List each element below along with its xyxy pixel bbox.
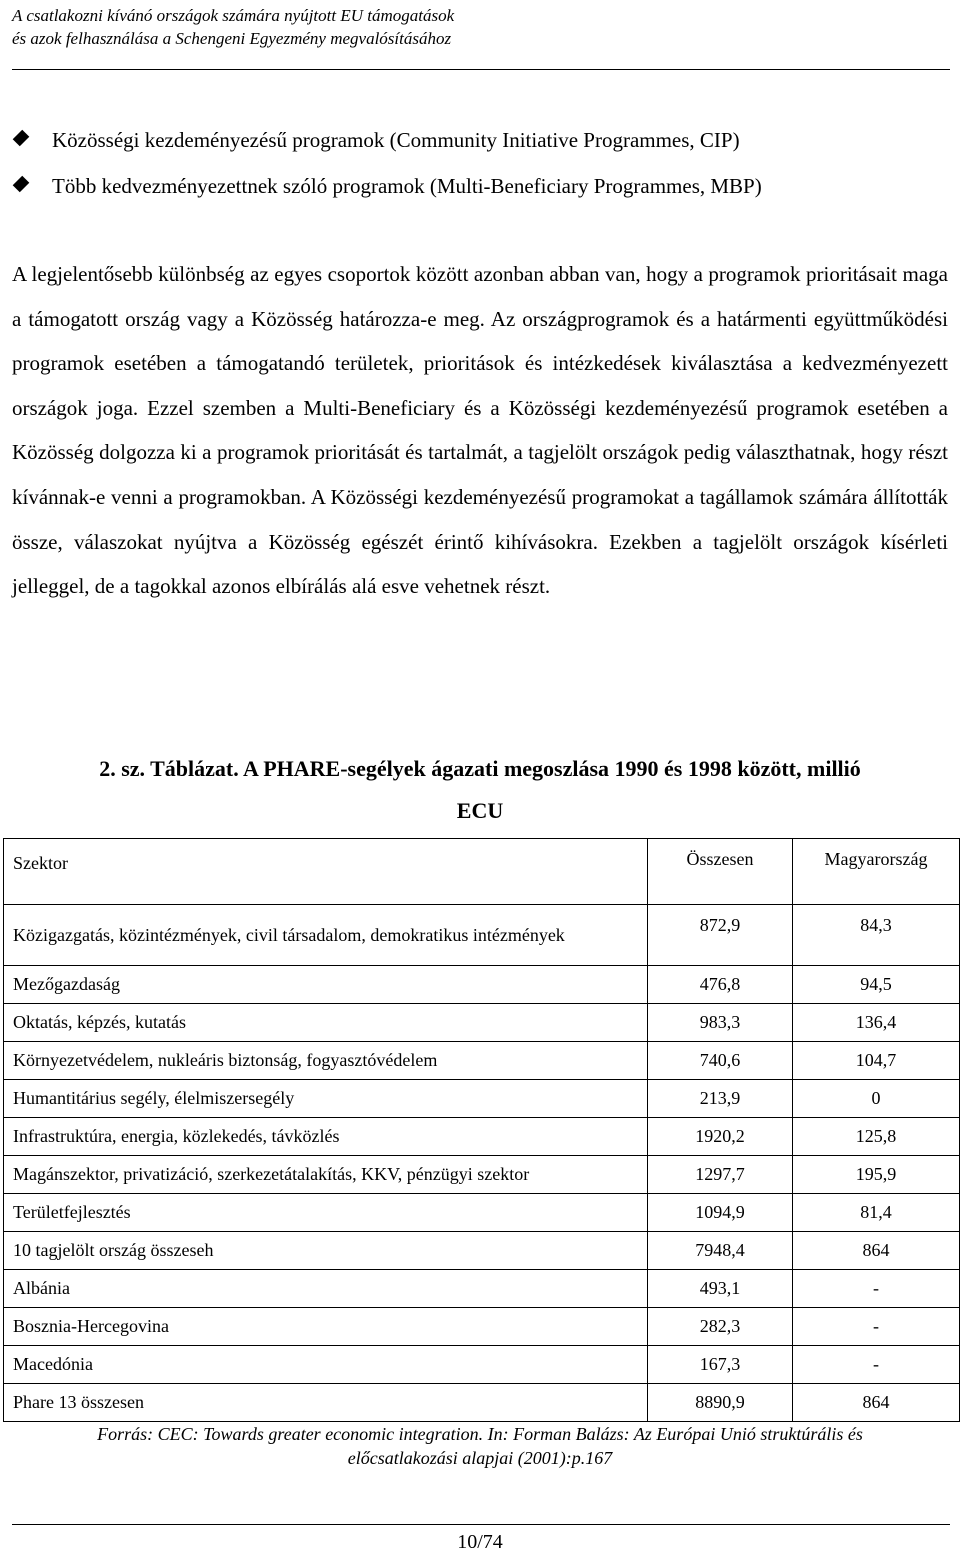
- running-header-line-1: A csatlakozni kívánó országok számára nyújtott EU támogatások: [12, 6, 455, 25]
- cell-sector: Közigazgatás, közintézmények, civil társadalom, demokratikus intézmények: [4, 905, 648, 966]
- cell-sector: 10 tagjelölt ország összeseh: [4, 1232, 648, 1270]
- cell-total: 740,6: [648, 1042, 793, 1080]
- source-line-1: Forrás: CEC: Towards greater economic integration. In: Forman Balázs: Az Európai Unió struktúrális és: [97, 1424, 863, 1444]
- table-row: [4, 1194, 960, 1232]
- table-row: [4, 1384, 960, 1422]
- cell-hungary: 195,9: [793, 1156, 960, 1194]
- cell-hungary: 136,4: [793, 1004, 960, 1042]
- header-total: Összesen: [648, 839, 793, 905]
- page-number: 10/74: [457, 1531, 503, 1553]
- cell-total: 7948,4: [648, 1232, 793, 1270]
- source-line-2: előcsatlakozási alapjai (2001):p.167: [347, 1448, 613, 1468]
- table-row: [4, 1004, 960, 1042]
- cell-total: 282,3: [648, 1308, 793, 1346]
- table-row: [4, 1232, 960, 1270]
- cell-total: 213,9: [648, 1080, 793, 1118]
- header-sector: Szektor: [4, 839, 648, 905]
- table-caption-line-1: [12, 748, 948, 790]
- cell-sector: Phare 13 összesen: [4, 1384, 648, 1422]
- diamond-bullet-icon: [13, 176, 30, 193]
- cell-total: 1297,7: [648, 1156, 793, 1194]
- cell-total: 1920,2: [648, 1118, 793, 1156]
- cell-total: 8890,9: [648, 1384, 793, 1422]
- table-caption: [12, 748, 948, 832]
- table-row: [4, 1346, 960, 1384]
- cell-sector: Albánia: [4, 1270, 648, 1308]
- cell-total: 167,3: [648, 1346, 793, 1384]
- table-row: [4, 1270, 960, 1308]
- body-paragraph: A legjelentősebb különbség az egyes csoportok között azonban abban van, hogy a programok prioritásait maga a támogatott ország vagy a Közösség határozza-e meg. Az országprogramok és a határmenti együttműködési programok esetében a támogatandó területek, prioritások és intézkedések kiválasztása a kedvezményezett országok joga. Ezzel szemben a Multi-Beneficiary és a Közösségi kezdeményezésű programok esetében a Közösség dolgozza ki a programok prioritását és tartalmát, a tagjelölt országok pedig választhatnak, hogy részt kívánnak-e venni a programokban. A Közösségi kezdeményezésű programokat a tagállamok számára állították össze, válaszokat nyújtva a Közösség egészét érintő kihívásokra. Ezekben a tagjelölt országok kísérleti jelleggel, de a tagokkal azonos elbírálás alá esve vehetnek részt.: [12, 262, 948, 599]
- cell-total: 872,9: [648, 905, 793, 966]
- cell-sector: Mezőgazdaság: [4, 966, 648, 1004]
- cell-hungary: 864: [793, 1384, 960, 1422]
- cell-sector: Bosznia-Hercegovina: [4, 1308, 648, 1346]
- cell-hungary: 125,8: [793, 1118, 960, 1156]
- cell-sector: Humantitárius segély, élelmiszersegély: [4, 1080, 648, 1118]
- header-divider: [12, 69, 950, 70]
- table-row: [4, 1156, 960, 1194]
- cell-hungary: 94,5: [793, 966, 960, 1004]
- diamond-bullet-icon: [13, 130, 30, 147]
- table-row: [4, 1118, 960, 1156]
- table-caption-lead: 2. sz. Táblázat.: [99, 756, 239, 781]
- cell-sector: Magánszektor, privatizáció, szerkezetátalakítás, KKV, pénzügyi szektor: [4, 1156, 648, 1194]
- cell-hungary: 864: [793, 1232, 960, 1270]
- table-row: [4, 966, 960, 1004]
- table-row: [4, 1042, 960, 1080]
- running-header-line-2: és azok felhasználása a Schengeni Egyezmény megvalósításához: [12, 29, 452, 48]
- cell-sector: Környezetvédelem, nukleáris biztonság, fogyasztóvédelem: [4, 1042, 648, 1080]
- cell-hungary: -: [793, 1308, 960, 1346]
- cell-total: 493,1: [648, 1270, 793, 1308]
- running-header: [12, 4, 952, 50]
- bullet-item: [12, 120, 952, 166]
- cell-sector: Területfejlesztés: [4, 1194, 648, 1232]
- cell-hungary: 84,3: [793, 905, 960, 966]
- cell-hungary: 104,7: [793, 1042, 960, 1080]
- cell-sector: Macedónia: [4, 1346, 648, 1384]
- cell-total: 476,8: [648, 966, 793, 1004]
- cell-total: 983,3: [648, 1004, 793, 1042]
- bullet-item: [12, 166, 952, 212]
- bullet-text: Közösségi kezdeményezésű programok (Community Initiative Programmes, CIP): [52, 128, 740, 152]
- footer-divider: [12, 1524, 950, 1525]
- table-row: [4, 905, 960, 966]
- table-row: [4, 1080, 960, 1118]
- phare-sector-table: [3, 838, 960, 1422]
- cell-hungary: -: [793, 1346, 960, 1384]
- bullet-list: [12, 120, 952, 212]
- cell-hungary: 0: [793, 1080, 960, 1118]
- header-hungary: Magyarország: [793, 839, 960, 905]
- cell-sector: Oktatás, képzés, kutatás: [4, 1004, 648, 1042]
- cell-hungary: 81,4: [793, 1194, 960, 1232]
- cell-sector: Infrastruktúra, energia, közlekedés, távközlés: [4, 1118, 648, 1156]
- cell-hungary: -: [793, 1270, 960, 1308]
- cell-total: 1094,9: [648, 1194, 793, 1232]
- table-header-row: [4, 839, 960, 905]
- table-caption-line-2: ECU: [456, 798, 504, 823]
- table-caption-title: A PHARE-segélyek ágazati megoszlása 1990 és 1998 között, millió: [243, 756, 861, 781]
- bullet-text: Több kedvezményezettnek szóló programok (Multi-Beneficiary Programmes, MBP): [52, 174, 762, 198]
- table-source-note: [12, 1422, 948, 1470]
- table-row: [4, 1308, 960, 1346]
